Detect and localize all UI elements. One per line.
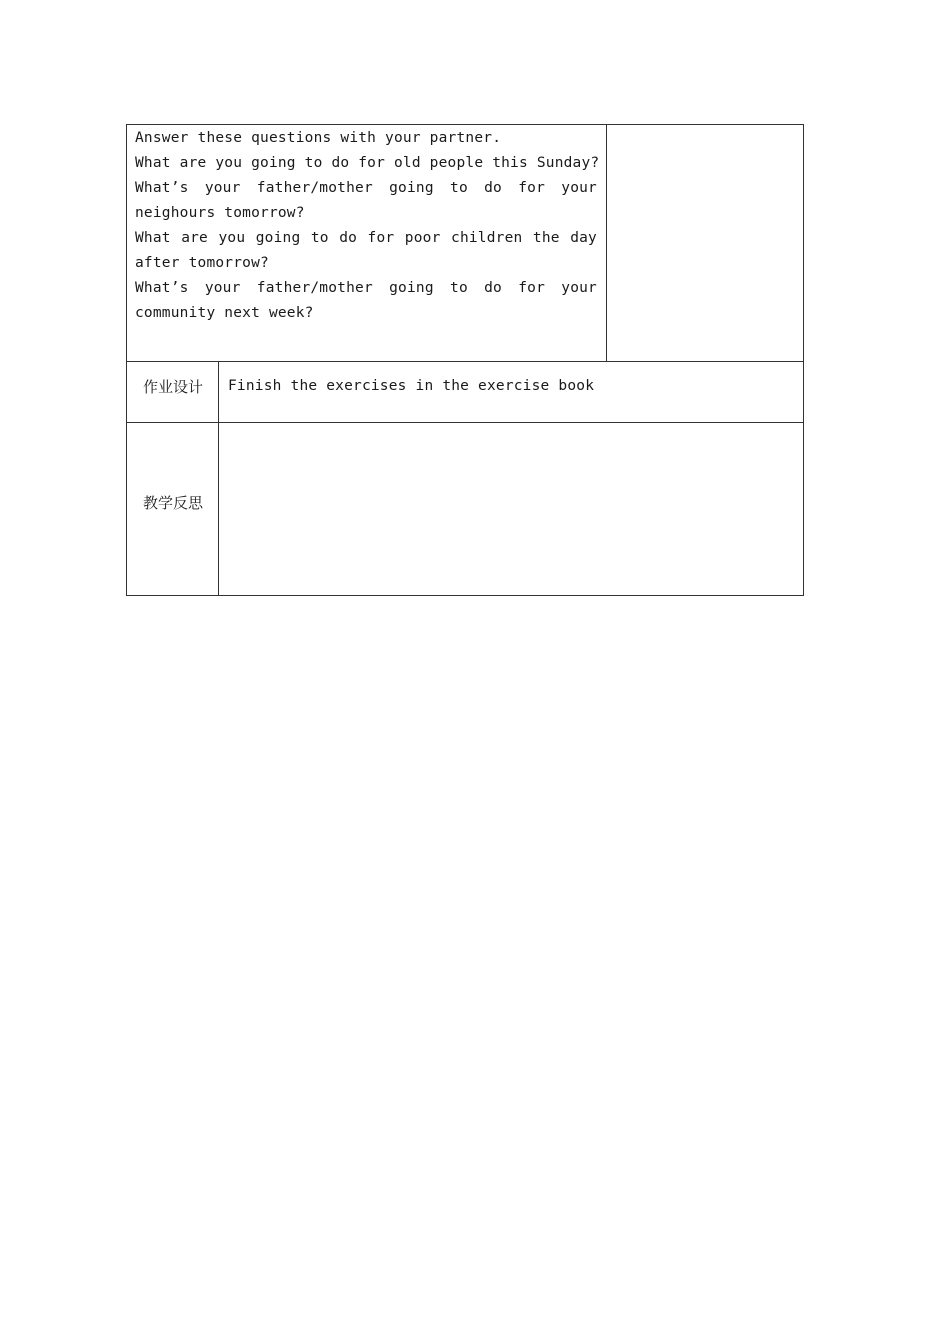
activity-line: What are you going to do for poor children the day	[135, 230, 597, 246]
notes-cell	[607, 125, 803, 361]
homework-text: Finish the exercises in the exercise book	[228, 378, 595, 394]
homework-label: 作业设计	[142, 378, 203, 396]
reflection-content	[219, 423, 803, 595]
activity-line: neighours tomorrow?	[135, 205, 305, 221]
activity-line: What’s your father/mother going to do for your	[135, 280, 597, 296]
reflection-label: 教学反思	[142, 494, 203, 512]
row-divider-homework	[126, 361, 804, 362]
activity-line: community next week?	[135, 305, 314, 321]
activity-questions	[135, 126, 600, 326]
table-border-bottom	[126, 595, 804, 596]
activity-line: What’s your father/mother going to do for your	[135, 180, 597, 196]
table-border-right	[803, 124, 804, 596]
activity-line: Answer these questions with your partner.	[135, 130, 502, 146]
activity-line: after tomorrow?	[135, 255, 269, 271]
activity-line: What are you going to do for old people this Sunday?	[135, 155, 600, 171]
table-border-left	[126, 124, 127, 596]
